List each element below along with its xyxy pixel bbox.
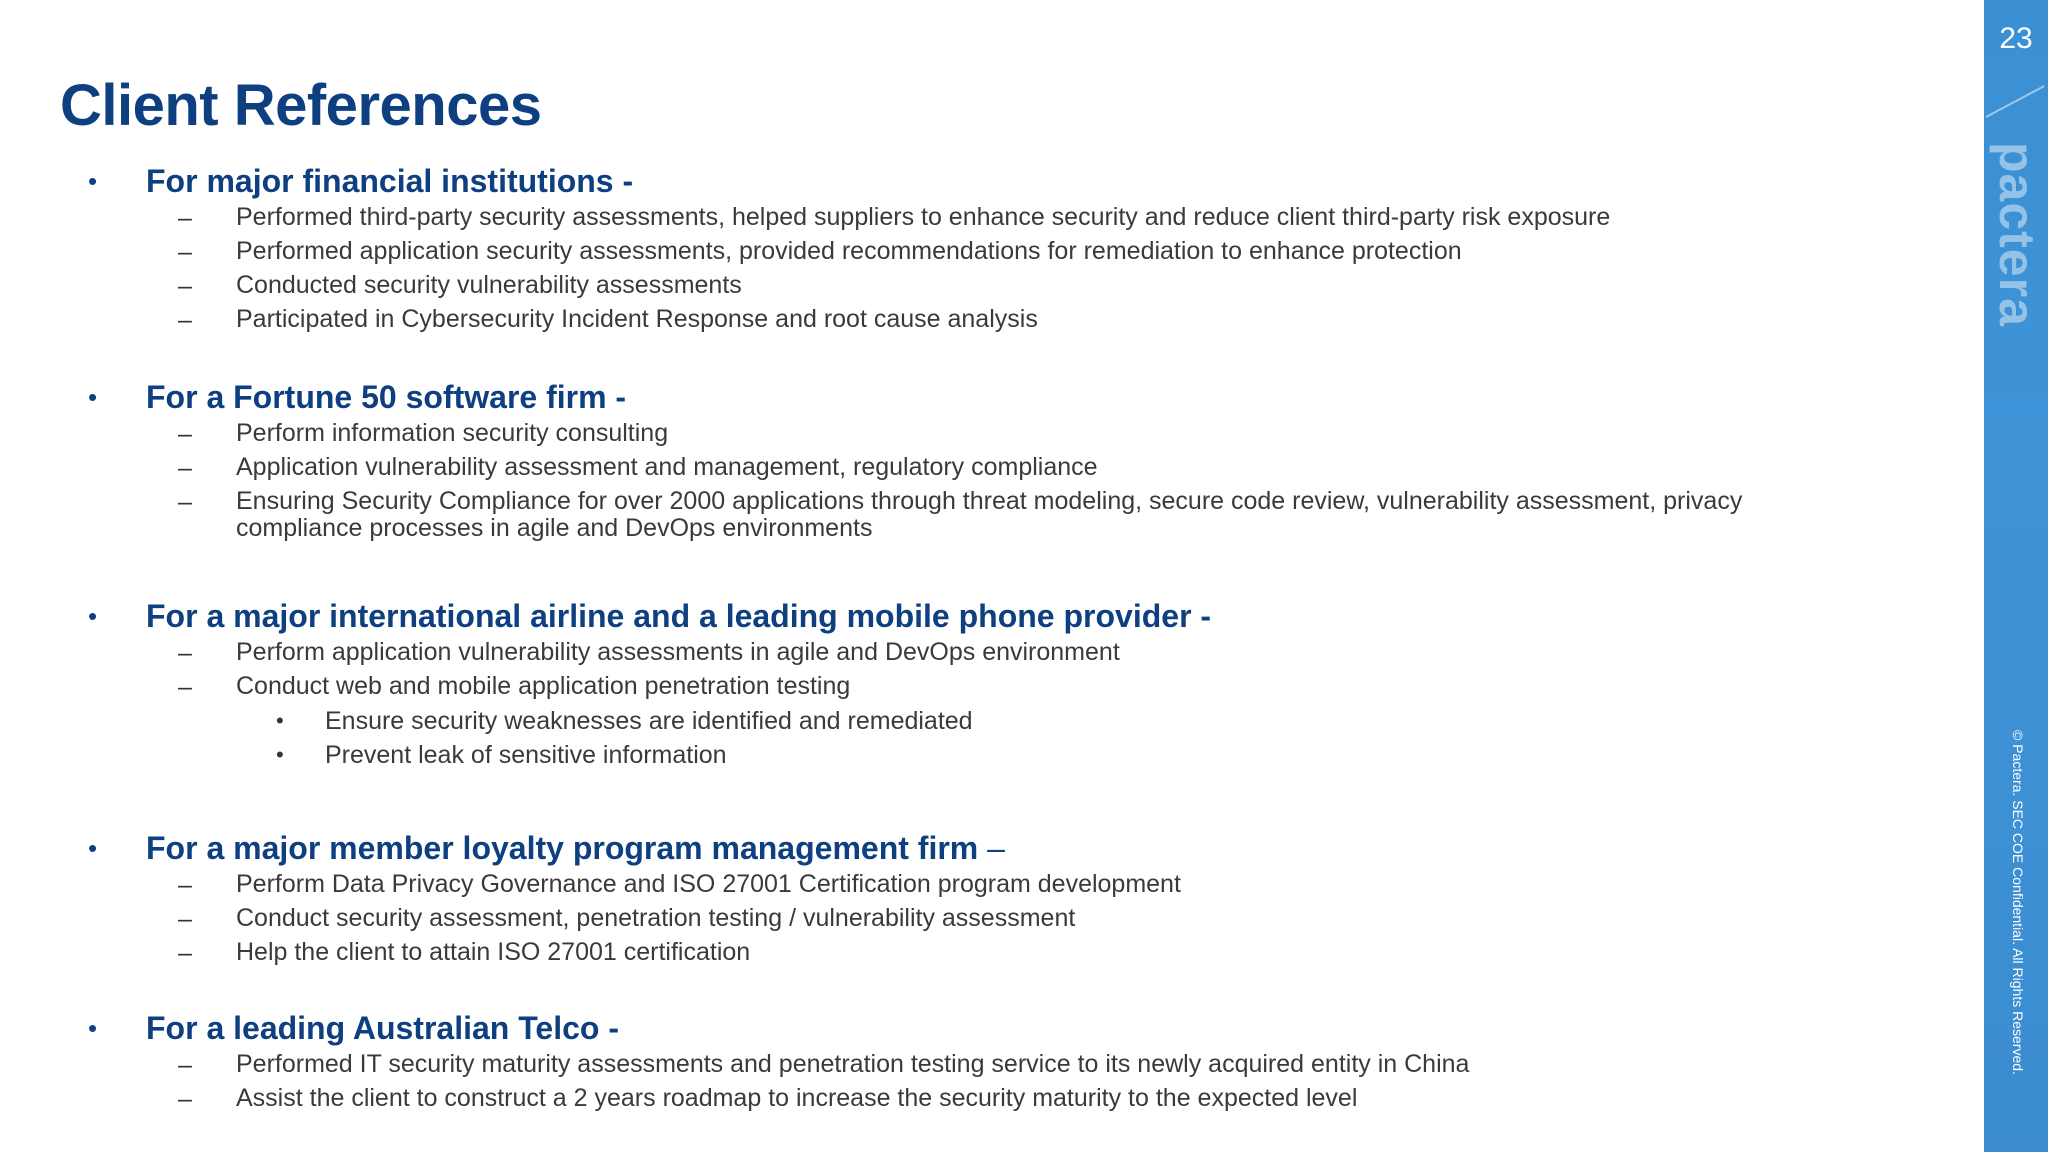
bullet-icon: • [276,708,284,733]
list-item: – Performed third-party security assessments, helped suppliers to enhance security and reduce client third-party risk exposure [0,201,1960,235]
bullet-icon: • [88,833,98,863]
bullet-icon: • [88,601,98,631]
list-item: – Application vulnerability assessment and management, regulatory compliance [0,451,1960,485]
list-item: – Conduct web and mobile application penetration testing [0,670,1960,704]
list-item: – Perform application vulnerability assessments in agile and DevOps environment [0,636,1960,670]
dash-icon: – [178,639,192,667]
bullet-icon: • [276,742,284,767]
page-number: 23 [1999,22,2033,55]
divider [1986,85,2045,118]
section-fortune50 [0,377,1960,543]
dash-icon: – [178,238,192,266]
bullet-icon: • [88,382,98,412]
section-heading: For a leading Australian Telco - [146,1010,619,1046]
section-heading: For a major international airline and a leading mobile phone provider - [146,598,1212,634]
list-item: – Ensuring Security Compliance for over 2000 applications through threat modeling, secure code review, vulnerability assessment, privacy compliance processes in agile and DevOps environments [178,487,1743,542]
sub-list-item: • Prevent leak of sensitive information [0,738,1960,772]
section-heading: For a major member loyalty program management firm – [146,830,1005,866]
section-telco [0,1008,1960,1116]
list-item: – Help the client to attain ISO 27001 certification [0,936,1960,970]
dash-icon: – [178,488,192,516]
list-item: – Perform information security consulting [0,417,1960,451]
section-financial [0,161,1960,337]
bullet-icon: • [88,1013,98,1043]
sub-list-item: • Ensure security weaknesses are identified and remediated [0,704,1960,738]
section-heading: For major financial institutions - [146,163,634,199]
dash-icon: – [178,673,192,701]
dash-icon: – [178,1051,192,1079]
bullet-icon: • [88,166,98,196]
dash-icon: – [178,1085,192,1113]
dash-icon: – [178,905,192,933]
list-item: – Conduct security assessment, penetration testing / vulnerability assessment [0,902,1960,936]
list-item: – Performed IT security maturity assessments and penetration testing service to its newly acquired entity in China [0,1048,1960,1082]
dash-icon: – [178,204,192,232]
list-item: – Performed application security assessments, provided recommendations for remediation to enhance protection [0,235,1960,269]
section-loyalty [0,828,1960,970]
list-item: – Assist the client to construct a 2 years roadmap to increase the security maturity to the expected level [0,1082,1960,1116]
dash-icon: – [178,871,192,899]
dash-icon: – [178,939,192,967]
dash-icon: – [178,454,192,482]
dash-icon: – [178,306,192,334]
dash-icon: – [178,420,192,448]
sidebar-band [1984,0,2048,1152]
list-item: – Conducted security vulnerability assessments [0,269,1960,303]
list-item: – Participated in Cybersecurity Incident Response and root cause analysis [0,303,1960,337]
dash-icon: – [178,272,192,300]
copyright-notice: © Pactera. SEC COE Confidential. All Rights Reserved. [2010,730,2026,1075]
company-logo: pactera [1989,142,2045,327]
slide-title: Client References [60,73,542,138]
section-heading: For a Fortune 50 software firm - [146,379,627,415]
section-airline [0,596,1960,772]
list-item: – Perform Data Privacy Governance and ISO 27001 Certification program development [0,868,1960,902]
